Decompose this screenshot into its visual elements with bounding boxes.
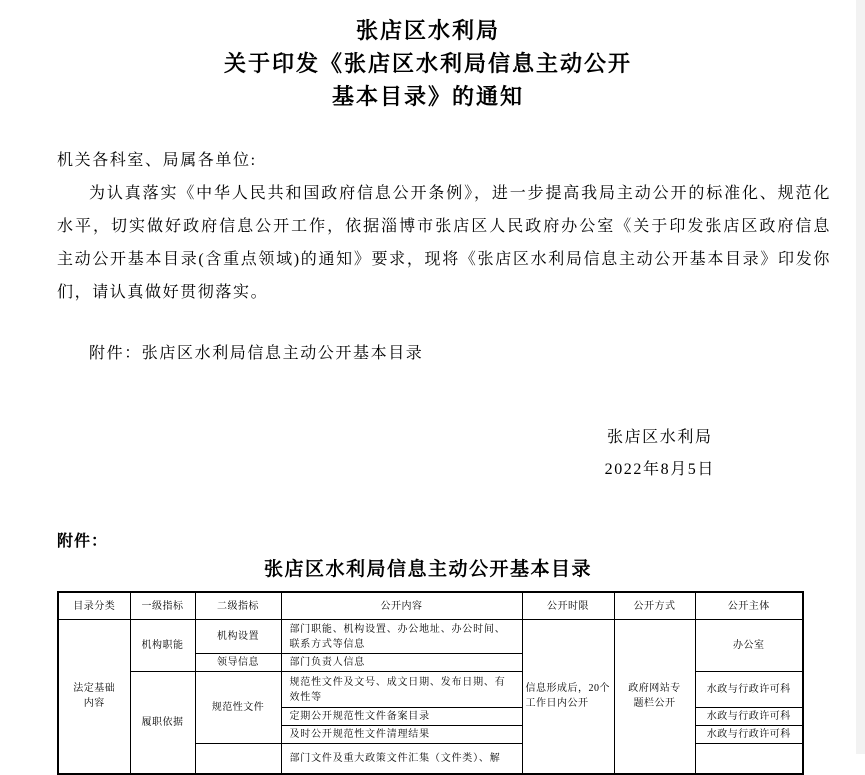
header-level2-indicator: 二级指标 [195,592,281,620]
cell-content-cleanup-result: 及时公开规范性文件清理结果 [281,726,522,744]
cell-subject-office: 办公室 [695,620,803,672]
header-disclosure-method: 公开方式 [614,592,695,620]
header-catalog-category: 目录分类 [58,592,130,620]
cell-level1-duty-basis: 履职依据 [130,672,195,774]
attachment-reference: 附件：张店区水利局信息主动公开基本目录 [89,345,424,362]
body-paragraph: 为认真落实《中华人民共和国政府信息公开条例》，进一步提高我局主动公开的标准化、规范化水平，切实做好政府信息公开工作，依据淄博市张店区人民政府办公室《关于印发张店区政府信息主动公开基本目录(含重点领域)的通知》要求，现将《张店区水利局信息主动公开基本目录》印发你们，请认真做好贯彻落实。 [57,185,831,301]
salutation: 机关各科室、局属各单位: [57,152,257,169]
cell-catalog-category: 法定基础内容 [58,620,130,774]
document-body [57,144,831,553]
issue-date: 2022年8月5日 [604,461,715,478]
cell-method: 政府网站专题栏公开 [614,620,695,774]
cell-level2-normative-docs: 规范性文件 [195,672,281,744]
cell-subject-empty [695,744,803,774]
cell-level2-empty [195,744,281,774]
document-title-line-1: 张店区水利局 [355,18,500,43]
cell-content-leader-info: 部门负责人信息 [281,654,522,672]
table-row [58,620,803,654]
cell-content-normative-docs: 规范性文件及文号、成文日期、发布日期、有效性等 [281,672,522,708]
header-level1-indicator: 一级指标 [130,592,195,620]
cell-content-organ-setup: 部门职能、机构设置、办公地址、办公时间、联系方式等信息 [281,620,522,654]
page-edge-shadow [856,0,865,754]
appendix-label: 附件： [57,533,109,550]
cell-subject-water-admin-1: 水政与行政许可科 [695,672,803,708]
cell-subject-water-admin-3: 水政与行政许可科 [695,726,803,744]
cell-content-policy-docs: 部门文件及重大政策文件汇集（文件类）、解 [281,744,522,774]
catalog-table [57,591,804,775]
cell-time-limit: 信息形成后，20个工作日内公开 [522,620,614,774]
document-title [0,0,856,113]
cell-level2-leader-info: 领导信息 [195,654,281,672]
cell-subject-water-admin-2: 水政与行政许可科 [695,708,803,726]
cell-level1-organ-function: 机构职能 [130,620,195,672]
document-title-line-3: 基本目录》的通知 [331,84,524,109]
header-disclosure-timelimit: 公开时限 [522,592,614,620]
table-header-row [58,592,803,620]
header-disclosure-content: 公开内容 [281,592,522,620]
header-disclosure-subject: 公开主体 [695,592,803,620]
cell-level2-organ-setup: 机构设置 [195,620,281,654]
cell-content-filing-list: 定期公开规范性文件备案目录 [281,708,522,726]
signature-block [605,422,715,486]
document-title-line-2: 关于印发《张店区水利局信息主动公开 [223,51,632,76]
appendix-table-title: 张店区水利局信息主动公开基本目录 [263,559,592,580]
issuer-signature: 张店区水利局 [606,429,713,446]
